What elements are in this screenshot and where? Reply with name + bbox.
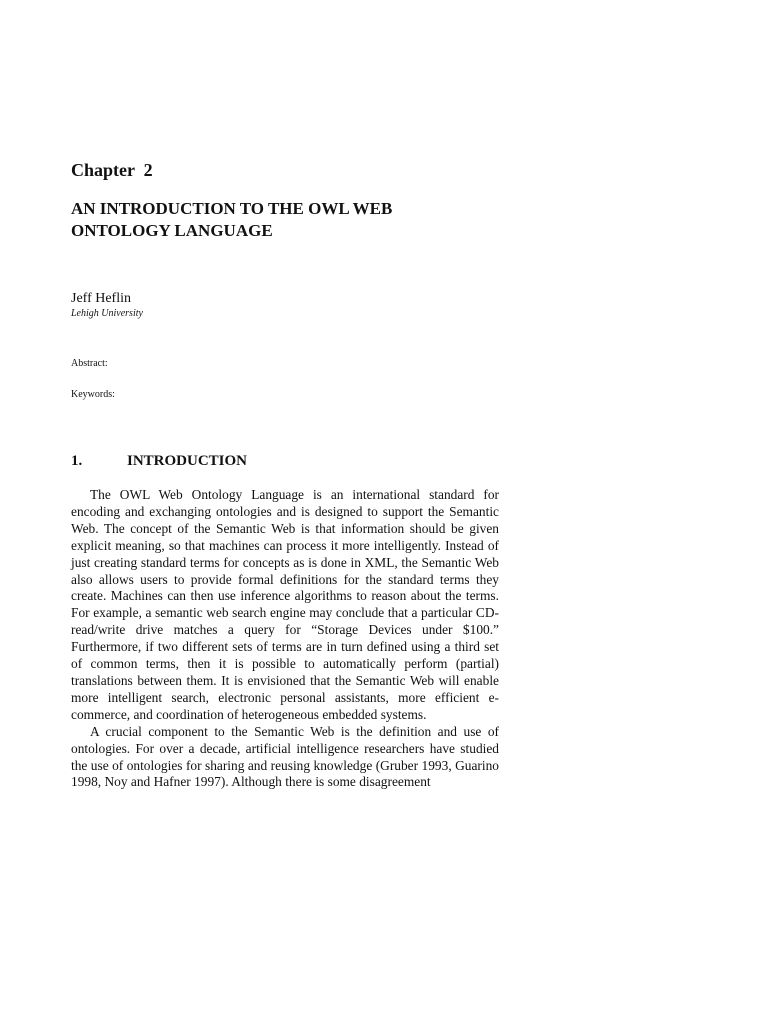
author-name: Jeff Heflin: [71, 291, 131, 306]
body-text: [71, 487, 499, 791]
keywords-label: Keywords:: [71, 389, 115, 400]
chapter-title: [71, 198, 511, 242]
section-title: INTRODUCTION: [127, 453, 248, 469]
author-affiliation: Lehigh University: [71, 308, 143, 319]
chapter-title-line-1: AN INTRODUCTION TO THE OWL WEB: [71, 199, 393, 218]
paragraph: The OWL Web Ontology Language is an international standard for encoding and exchanging ontologies and is designed to support the Semantic Web. The concept of the Semantic Web is that information should be given explicit meaning, so that machines can process it more intelligently. Instead of just creating standard terms for concepts as is done in XML, the Semantic Web also allows users to provide formal definitions for the standard terms they create. Machines can then use inference algorithms to reason about the terms. For example, a semantic web search engine may conclude that a particular CD-read/write drive matches a query for “Storage Devices under $100.” Furthermore, if two different sets of terms are in turn defined using a third set of common terms, then it is possible to automatically perform (partial) translations between them. It is envisioned that the Semantic Web will enable more intelligent search, electronic personal assistants, more efficient e-commerce, and coordination of heterogeneous embedded systems.: [71, 487, 499, 722]
abstract-label: Abstract:: [71, 358, 108, 369]
section-number: 1.: [71, 453, 83, 469]
chapter-label: Chapter 2: [71, 160, 153, 180]
chapter-title-line-2: ONTOLOGY LANGUAGE: [71, 221, 273, 240]
paragraph: A crucial component to the Semantic Web is the definition and use of ontologies. For over a decade, artificial intelligence researchers have studied the use of ontologies for sharing and reusing knowledge (Gruber 1993, Guarino 1998, Noy and Hafner 1997). Although there is some disagreement: [71, 723, 499, 790]
section-heading: [71, 451, 247, 471]
